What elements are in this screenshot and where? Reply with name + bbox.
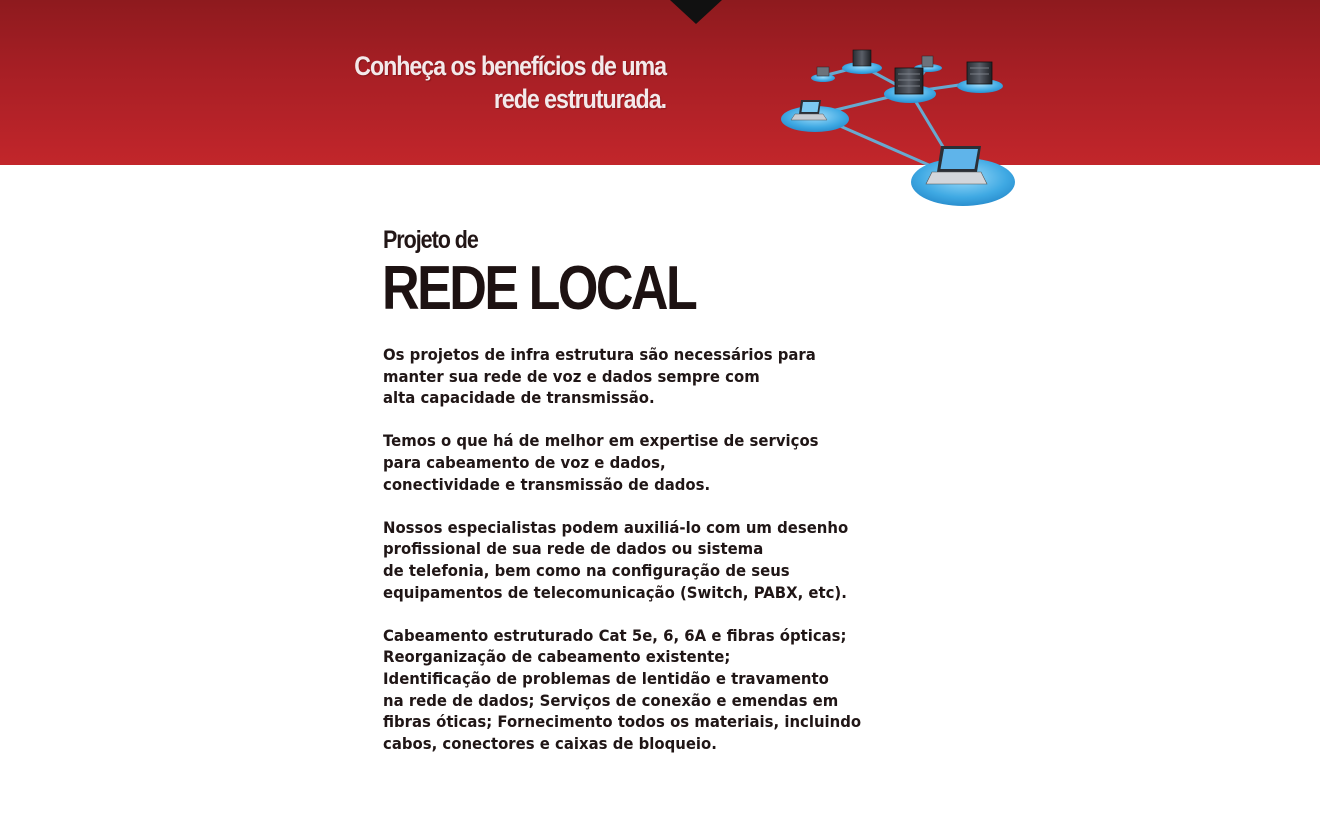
text-line: alta capacidade de transmissão. (383, 388, 655, 408)
header-banner (0, 0, 1320, 165)
banner-headline-line: Conheça os benefícios de uma (354, 51, 666, 81)
notch-arrow-icon (670, 0, 722, 24)
paragraph-expertise (383, 430, 903, 495)
text-line: manter sua rede de voz e dados sempre com (383, 366, 760, 386)
paragraph-specialists (383, 517, 903, 603)
text-line: Cabeamento estruturado Cat 5e, 6, 6A e fibras ópticas; (383, 625, 847, 645)
page-title: REDE LOCAL (382, 254, 696, 323)
text-line: Os projetos de infra estrutura são necessários para (383, 345, 816, 364)
text-line: equipamentos de telecomunicação (Switch, PABX, etc). (383, 582, 847, 602)
banner-headline (351, 50, 666, 116)
network-diagram-icon (775, 40, 1020, 215)
banner-headline-line: rede estruturada. (493, 84, 666, 114)
text-line: Temos o que há de melhor em expertise de serviços (383, 431, 819, 451)
text-line: na rede de dados; Serviços de conexão e emendas em (383, 690, 839, 710)
text-line: profissional de sua rede de dados ou sistema (383, 539, 764, 559)
paragraph-services (383, 625, 903, 755)
paragraph-intro (383, 344, 903, 409)
text-line: de telefonia, bem como na configuração de seus (383, 560, 790, 580)
text-line: Nossos especialistas podem auxiliá-lo com um desenho (383, 517, 849, 537)
body-text (383, 344, 903, 776)
text-line: conectividade e transmissão de dados. (383, 474, 711, 494)
text-line: cabos, conectores e caixas de bloqueio. (383, 733, 717, 753)
text-line: Reorganização de cabeamento existente; (383, 647, 731, 667)
text-line: fibras óticas; Fornecimento todos os materiais, incluindo (383, 712, 862, 732)
text-line: para cabeamento de voz e dados, (383, 452, 666, 472)
text-line: Identificação de problemas de lentidão e travamento (383, 668, 829, 688)
title-subheading: Projeto de (383, 226, 478, 254)
